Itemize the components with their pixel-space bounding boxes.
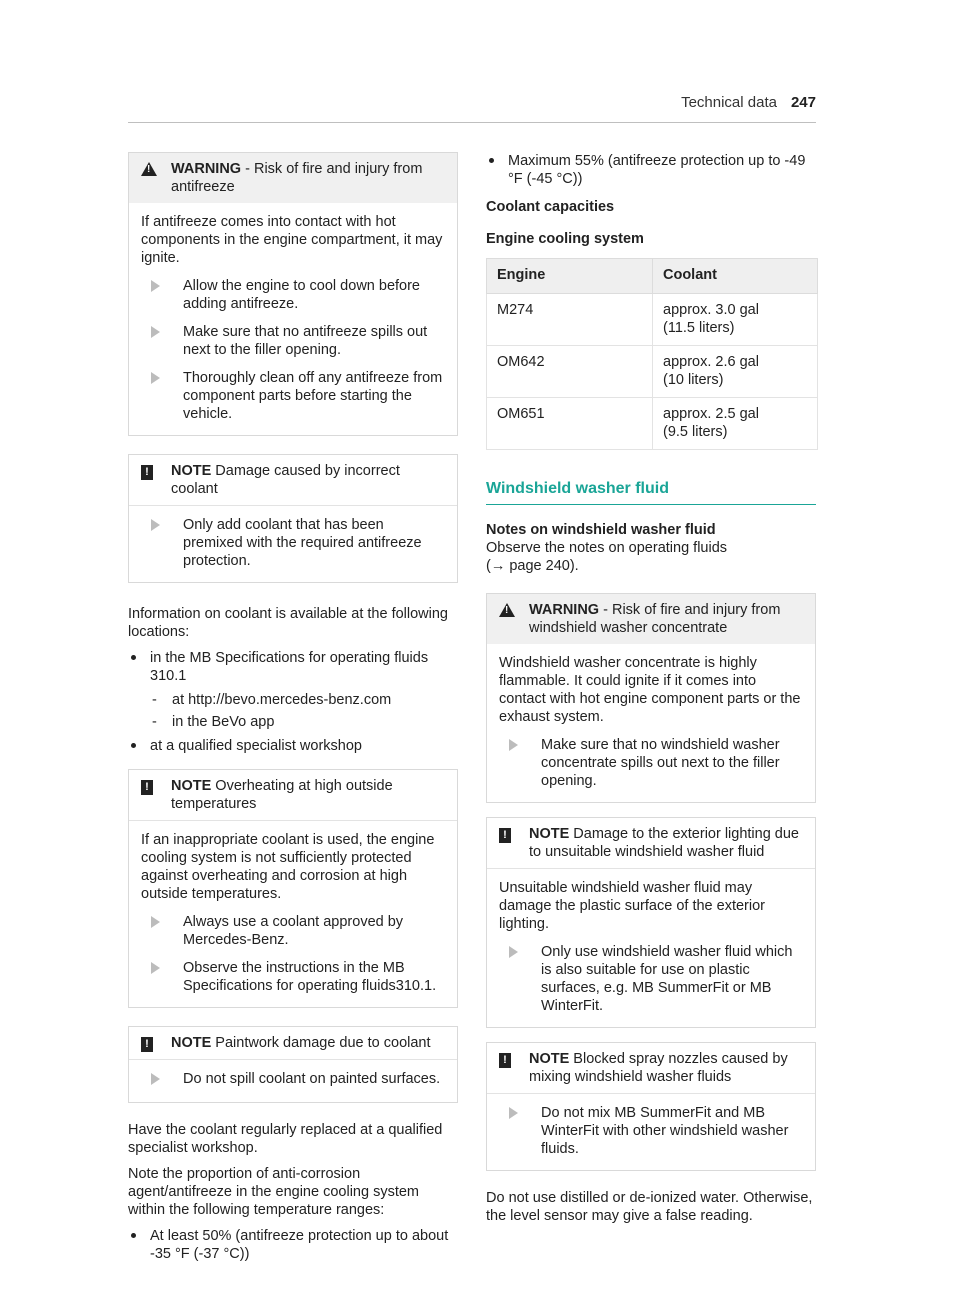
coolant-table (486, 258, 818, 450)
note-text: Unsuitable windshield washer fluid may damage the plastic surface of the exterior lighting. (499, 880, 765, 932)
page-header (128, 94, 816, 123)
note-coolant-box (128, 454, 458, 583)
arrow-right-icon (151, 962, 160, 974)
table-row: M274 approx. 3.0 gal (11.5 liters) (487, 294, 818, 346)
info-intro: Information on coolant is available at the following locations: (128, 606, 448, 640)
note-title: Blocked spray nozzles caused by mixing windshield washer fluids (529, 1051, 788, 1085)
note-icon: ! (141, 465, 153, 480)
note-label: NOTE (529, 1051, 570, 1067)
list-item: Make sure that no windshield washer concentrate spills out next to the filler opening. (499, 736, 803, 790)
arrow-right-icon (509, 1107, 518, 1119)
note-title: Overheating at high outside temperatures (171, 778, 393, 812)
note-icon: ! (141, 780, 153, 795)
list-item: Allow the engine to cool down before adding antifreeze. (141, 277, 445, 313)
list-item: Maximum 55% (antifreeze protection up to -49 °F (-45 °C)) (486, 152, 816, 188)
arrow-right-icon (151, 519, 160, 531)
section-title: Windshield washer fluid (486, 480, 816, 505)
warning-text: Windshield washer concentrate is highly flammable. It could ignite if it comes into contact with hot engine component parts or the exhaust system. (499, 655, 801, 725)
arrow-right-icon (151, 326, 160, 338)
arrow-right-icon (509, 946, 518, 958)
note-label: NOTE (171, 778, 212, 794)
warning-label: WARNING (171, 161, 242, 177)
note-paintwork-box (128, 1026, 458, 1103)
list-item: Only use windshield washer fluid which is also suitable for use on plastic surfaces, e.g. MB SummerFit or MB WinterFit. (499, 943, 803, 1015)
arrow-right-icon (151, 1073, 160, 1085)
replace-coolant-text: Have the coolant regularly replaced at a qualified specialist workshop. (128, 1122, 443, 1156)
warning-washer-box (486, 593, 816, 803)
note-icon: ! (141, 1037, 153, 1052)
note-title: Damage to the exterior lighting due to unsuitable windshield washer fluid (529, 826, 800, 860)
note-icon: ! (499, 1053, 511, 1068)
notes-text: Observe the notes on operating fluids (486, 540, 728, 556)
note-label: NOTE (171, 1035, 212, 1051)
coolant-capacities-heading: Coolant capacities (486, 199, 615, 215)
note-label: NOTE (529, 826, 570, 842)
page-reference-link[interactable]: (→ page 240). (486, 558, 579, 574)
left-column (128, 152, 458, 1269)
note-icon: ! (499, 828, 511, 843)
warning-icon (499, 603, 515, 617)
arrow-right-icon (151, 280, 160, 292)
note-text: If an inappropriate coolant is used, the engine cooling system is not sufficiently protected against overheating and corrosion at high outside temperatures. (141, 832, 435, 902)
arrow-right-icon (151, 372, 160, 384)
table-row: OM651 approx. 2.5 gal (9.5 liters) (487, 398, 818, 450)
column-header: Engine (487, 259, 653, 294)
warning-icon (141, 162, 157, 176)
list-item: - at http://bevo.mercedes-benz.com (152, 692, 392, 708)
arrow-right-icon (151, 916, 160, 928)
arrow-right-icon (509, 739, 518, 751)
note-label: NOTE (171, 463, 212, 479)
list-item: in the MB Specifications for operating fluids 310.1 (128, 649, 458, 685)
list-item: Only add coolant that has been premixed with the required antifreeze protection. (141, 516, 445, 570)
column-header: Coolant (653, 259, 818, 294)
engine-cooling-heading: Engine cooling system (486, 231, 644, 247)
list-item: Observe the instructions in the MB Specifications for operating fluids310.1. (141, 959, 445, 995)
notes-heading: Notes on windshield washer fluid (486, 522, 716, 538)
warning-text: If antifreeze comes into contact with hot components in the engine compartment, it may ignite. (141, 214, 443, 266)
warning-title: - Risk of fire and injury from antifreeze (171, 161, 423, 195)
warning-title: - Risk of fire and injury from windshield washer concentrate (529, 602, 781, 636)
warning-antifreeze-box (128, 152, 458, 436)
note-overheating-box (128, 769, 458, 1008)
list-item: Do not spill coolant on painted surfaces. (141, 1070, 445, 1090)
table-row: OM642 approx. 2.6 gal (10 liters) (487, 346, 818, 398)
list-item: Do not mix MB SummerFit and MB WinterFit with other windshield washer fluids. (499, 1104, 803, 1158)
final-text: Do not use distilled or de-ionized water. Otherwise, the level sensor may give a false reading. (486, 1190, 813, 1224)
list-item: at a qualified specialist workshop (128, 737, 458, 755)
warning-header (487, 594, 815, 644)
note-lighting-box (486, 817, 816, 1028)
list-item: Thoroughly clean off any antifreeze from component parts before starting the vehicle. (141, 369, 445, 423)
page-number: 247 (790, 94, 816, 111)
proportion-text: Note the proportion of anti-corrosion agent/antifreeze in the engine cooling system within the following temperature ranges: (128, 1166, 419, 1218)
section-name: Technical data (681, 94, 777, 111)
list-item: Always use a coolant approved by Mercedes-Benz. (141, 913, 445, 949)
warning-label: WARNING (529, 602, 600, 618)
warning-header (129, 153, 457, 203)
note-title: Paintwork damage due to coolant (211, 1035, 431, 1051)
note-nozzles-box (486, 1042, 816, 1171)
right-column (486, 152, 816, 1233)
list-item: - in the BeVo app (152, 714, 275, 730)
list-item: At least 50% (antifreeze protection up to about -35 °F (-37 °C)) (128, 1227, 458, 1263)
list-item: Make sure that no antifreeze spills out next to the filler opening. (141, 323, 445, 359)
note-title: Damage caused by incorrect coolant (171, 463, 400, 497)
